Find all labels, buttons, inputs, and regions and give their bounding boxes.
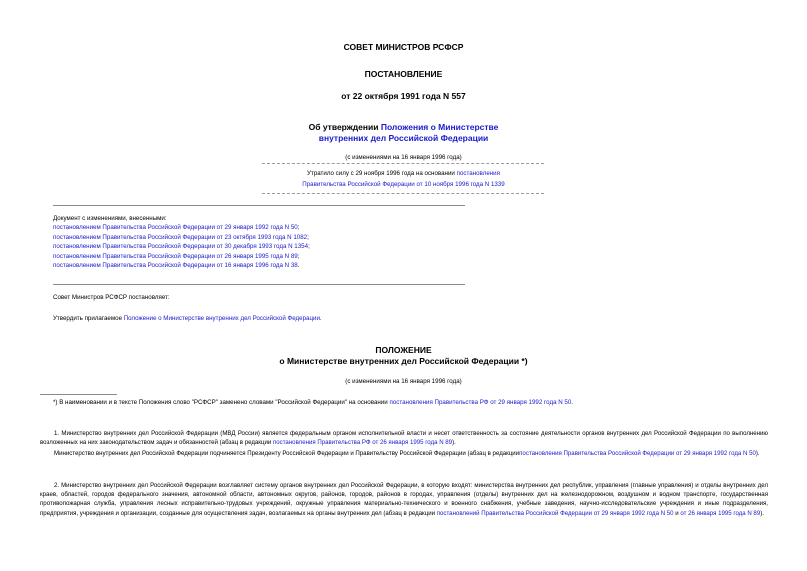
amendment-item: постановлением Правительства Российской Федерации от 29 января 1992 года N 50;	[53, 224, 300, 232]
divider-bottom	[262, 193, 544, 194]
p2-link-2[interactable]: от 26 января 1995 года N 89	[680, 509, 761, 517]
paragraph-1: 1. Министерство внутренних дел Российской Федерации (МВД России) является федеральным органом исполнительной власти и несет ответственность за состояние деятельности органов внутренних дел Российской Федерации по выполнению возложенных на них законодательством задач и обязанностей (абзац в редакции постановления Правительства РФ от 26 января 1995 года N 89).	[40, 430, 768, 447]
amendment-item: постановлением Правительства Российской Федерации от 23 октября 1993 года N 1082;	[53, 233, 309, 241]
invalid-link-2[interactable]: Правительства Российской Федерации от 10 ноября 1996 года N 1339	[302, 181, 505, 188]
title-link[interactable]: Положения о Министерстве	[380, 122, 499, 132]
footnote-link[interactable]: постановления Правительства РФ от 29 января 1992 года N 50	[389, 399, 572, 406]
council-name: СОВЕТ МИНИСТРОВ РСФСР	[343, 42, 464, 52]
resolves-text: Совет Министров РСФСР постановляет:	[53, 294, 170, 301]
amendments-list	[53, 214, 310, 270]
paragraph-2: 2. Министерство внутренних дел Российской Федерации возглавляет систему органов внутренних дел Российской Федерации, в которую входят: министерства внутренних дел республик, управления (главные управления) и отделы внутренних дел краев, областей, городов федерального значения, автономной области, автономных округов, районов, городов, районов в городах, управления (отделы) внутренних дел на железнодорожном, воздушном и водном транспорте, государственная противопожарная служба, управления лесных исправительно-трудовых учреждений, окружные управления материально-технического и военного снабжения, учебные заведения, научно-исследовательские учреждения и иные подразделения, предприятия, учреждения и организации, созданные для осуществления задач, возлагаемых на органы внутренних дел (абзац в редакции постановлений Правительства Российской Федерации от 29 января 1992 года N 50 и от 26 января 1995 года N 89).	[40, 482, 768, 517]
footnote: *) В наименовании и в тексте Положения слово "РСФСР" заменено словами "Российской Федерации" на основании постановления Правительства РФ от 29 января 1992 года N 50.	[53, 399, 574, 406]
regulation-changes-note: (с изменениями на 16 января 1996 года)	[345, 378, 462, 385]
p1-link[interactable]: постановления Правительства РФ от 26 января 1995 года N 89	[272, 439, 453, 447]
doc-type: ПОСТАНОВЛЕНИЕ	[364, 69, 443, 79]
regulation-subtitle: о Министерстве внутренних дел Российской Федерации *)	[279, 356, 528, 366]
p2-link-1[interactable]: постановлений Правительства Российской Федерации от 29 января 1992 года N 50	[436, 509, 674, 517]
approve-link[interactable]: Положение о Министерстве внутренних дел Российской Федерации	[123, 315, 320, 322]
invalid-line2	[0, 180, 807, 189]
title-prefix: Об утверждении	[308, 122, 381, 132]
doc-date-number: от 22 октября 1991 года N 557	[341, 91, 466, 101]
amendments-rule-bottom	[53, 284, 465, 285]
doc-title	[0, 122, 807, 144]
amendment-item: постановлением Правительства Российской Федерации от 16 января 1996 года N 38.	[53, 262, 300, 270]
header-changes-note: (с изменениями на 16 января 1996 года)	[345, 154, 462, 161]
amendment-item: постановлением Правительства Российской Федерации от 26 января 1995 года N 89;	[53, 252, 300, 260]
approve-line: Утвердить прилагаемое Положение о Министерстве внутренних дел Российской Федерации.	[53, 315, 322, 322]
amendment-item: постановлением Правительства Российской Федерации от 30 декабря 1993 года N 1354;	[53, 243, 310, 251]
footnote-rule	[40, 394, 117, 395]
invalid-link-1[interactable]: постановления	[456, 170, 500, 177]
divider-top	[262, 163, 544, 164]
title-link-line2[interactable]: внутренних дел Российской Федерации	[318, 133, 489, 143]
amendments-intro: Документ с изменениями, внесенными:	[53, 215, 167, 222]
p1b-link[interactable]: постановления Правительства Российской Федерации от 29 января 1992 года N 50	[519, 450, 756, 457]
amendments-rule-top	[53, 205, 465, 206]
invalid-line1: Утратило силу с 29 ноября 1996 года на основании постановления	[307, 170, 500, 177]
paragraph-1b: Министерство внутренних дел Российской Федерации подчиняется Президенту Российской Федерации и Правительству Российской Федерации (абзац в редакциипостановления Правительства Российской Федерации от 29 января 1992 года N 50).	[54, 450, 760, 457]
regulation-title: ПОЛОЖЕНИЕ	[375, 345, 432, 355]
